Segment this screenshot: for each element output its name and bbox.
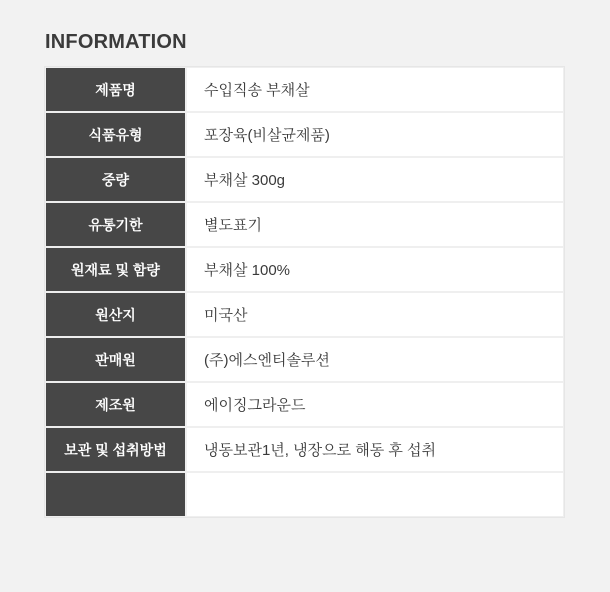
row-label: 제조원 [46,383,185,426]
row-value: 냉동보관1년, 냉장으로 해동 후 섭취 [187,428,563,471]
page-title: INFORMATION [45,31,187,53]
table-row [46,383,563,426]
row-value: (주)에스엔티솔루션 [187,338,563,381]
row-label: 유통기한 [46,203,185,246]
row-label: 판매원 [46,338,185,381]
row-value: 수입직송 부채살 [187,68,563,111]
product-info-table [44,66,565,518]
row-label: 보관 및 섭취방법 [46,428,185,471]
row-label: 식품유형 [46,113,185,156]
row-value: 부채살 100% [187,248,563,291]
row-value: 미국산 [187,293,563,336]
table-row [46,203,563,246]
table-row [46,293,563,336]
table-row [46,248,563,291]
table-row [46,158,563,201]
table-row [46,338,563,381]
table-row [46,473,563,516]
row-label [46,473,185,516]
row-value: 포장육(비살균제품) [187,113,563,156]
table-row [46,113,563,156]
row-value: 별도표기 [187,203,563,246]
table-row [46,68,563,111]
row-label: 원재료 및 함량 [46,248,185,291]
row-value: 에이징그라운드 [187,383,563,426]
row-value: 부채살 300g [187,158,563,201]
table-row [46,428,563,471]
row-label: 원산지 [46,293,185,336]
row-label: 중량 [46,158,185,201]
row-value [187,473,563,516]
row-label: 제품명 [46,68,185,111]
